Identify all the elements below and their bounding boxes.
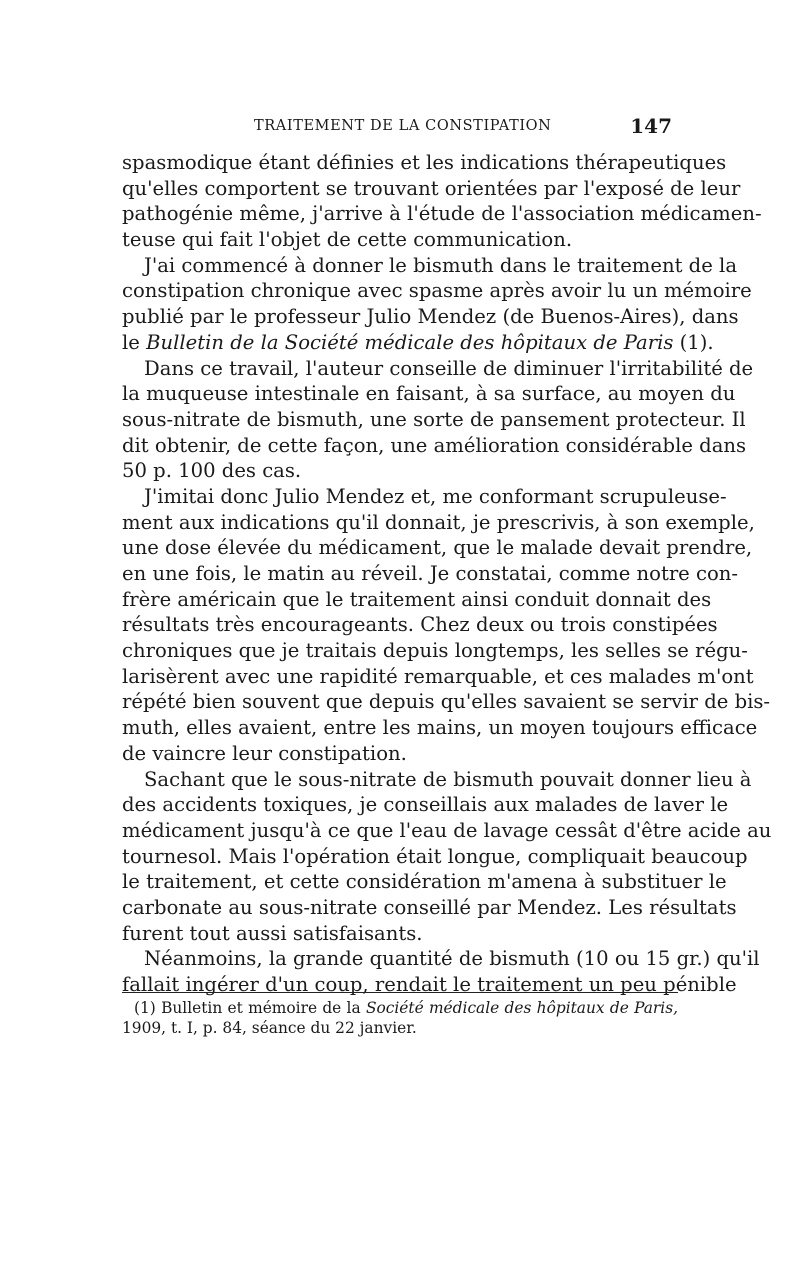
- text-line: ment aux indications qu'il donnait, je prescrivis, à son exemple,: [122, 510, 755, 534]
- footnote-divider: [122, 992, 678, 993]
- text-line: la muqueuse intestinale en faisant, à sa surface, au moyen du: [122, 382, 736, 406]
- paragraph-start-line: J'imitai donc Julio Mendez et, me conformant scrupuleuse-: [144, 484, 727, 508]
- paragraph-start-line: Néanmoins, la grande quantité de bismuth (10 ou 15 gr.) qu'il: [144, 947, 760, 971]
- text-line: sous-nitrate de bismuth, une sorte de pansement protecteur. Il: [122, 407, 746, 431]
- text-line: chroniques que je traitais depuis longtemps, les selles se régu-: [122, 639, 748, 663]
- text-line: teuse qui fait l'objet de cette communication.: [122, 228, 573, 252]
- text-line: constipation chronique avec spasme après avoir lu un mémoire: [122, 279, 752, 303]
- paragraph-start-line: Dans ce travail, l'auteur conseille de diminuer l'irritabilité de: [144, 356, 754, 380]
- text-line: fallait ingérer d'un coup, rendait le traitement un peu pénible: [122, 973, 737, 996]
- text-line: spasmodique étant définies et les indications thérapeutiques: [122, 151, 727, 174]
- text-fragment: le: [122, 330, 140, 354]
- footnote-text: (1) Bulletin et mémoire de la: [134, 999, 361, 1017]
- paragraph-start-line: J'ai commencé à donner le bismuth dans le traitement de la: [144, 253, 737, 277]
- body-text: [122, 150, 772, 998]
- footnote-line: 1909, t. I, p. 84, séance du 22 janvier.: [122, 1019, 417, 1037]
- text-line: qu'elles comportent se trouvant orientées par l'exposé de leur: [122, 176, 741, 200]
- journal-title: Bulletin de la Société médicale des hôpitaux de Paris: [146, 330, 674, 354]
- text-line: pathogénie même, j'arrive à l'étude de l'association médicamen-: [122, 202, 762, 226]
- running-title: TRAITEMENT DE LA CONSTIPATION: [254, 118, 552, 134]
- page-number: 147: [630, 114, 672, 138]
- footnote: [122, 998, 678, 1038]
- text-line: répété bien souvent que depuis qu'elles savaient se servir de bis-: [122, 690, 771, 714]
- text-line: publié par le professeur Julio Mendez (de Buenos-Aires), dans: [122, 305, 739, 329]
- text-line: carbonate au sous-nitrate conseillé par Mendez. Les résultats: [122, 895, 737, 919]
- text-line: dit obtenir, de cette façon, une amélioration considérable dans: [122, 433, 747, 457]
- text-line: médicament jusqu'à ce que l'eau de lavage cessât d'être acide au: [122, 818, 772, 842]
- paragraph-start-line: Sachant que le sous-nitrate de bismuth pouvait donner lieu à: [144, 767, 752, 791]
- footnote-journal-title: Société médicale des hôpitaux de Paris,: [365, 999, 678, 1017]
- footnote-reference: (1).: [679, 330, 714, 354]
- text-line: des accidents toxiques, je conseillais aux malades de laver le: [122, 793, 729, 817]
- text-line: résultats très encourageants. Chez deux ou trois constipées: [122, 613, 718, 637]
- footnote-line: [122, 998, 678, 1018]
- text-line: une dose élevée du médicament, que le malade devait prendre,: [122, 536, 753, 560]
- text-line: muth, elles avaient, entre les mains, un moyen toujours efficace: [122, 716, 758, 740]
- text-line: le traitement, et cette considération m'amena à substituer le: [122, 870, 727, 894]
- text-line: larisèrent avec une rapidité remarquable, et ces malades m'ont: [122, 664, 754, 688]
- running-head: [122, 114, 678, 142]
- text-line: tournesol. Mais l'opération était longue, compliquait beaucoup: [122, 844, 748, 868]
- text-line: en une fois, le matin au réveil. Je constatai, comme notre con-: [122, 562, 739, 585]
- text-line: de vaincre leur constipation.: [122, 741, 407, 765]
- text-line: frère américain que le traitement ainsi conduit donnait des: [122, 587, 712, 611]
- text-line: 50 p. 100 des cas.: [122, 459, 302, 483]
- text-line-with-citation: [122, 330, 714, 356]
- text-line: furent tout aussi satisfaisants.: [122, 921, 423, 945]
